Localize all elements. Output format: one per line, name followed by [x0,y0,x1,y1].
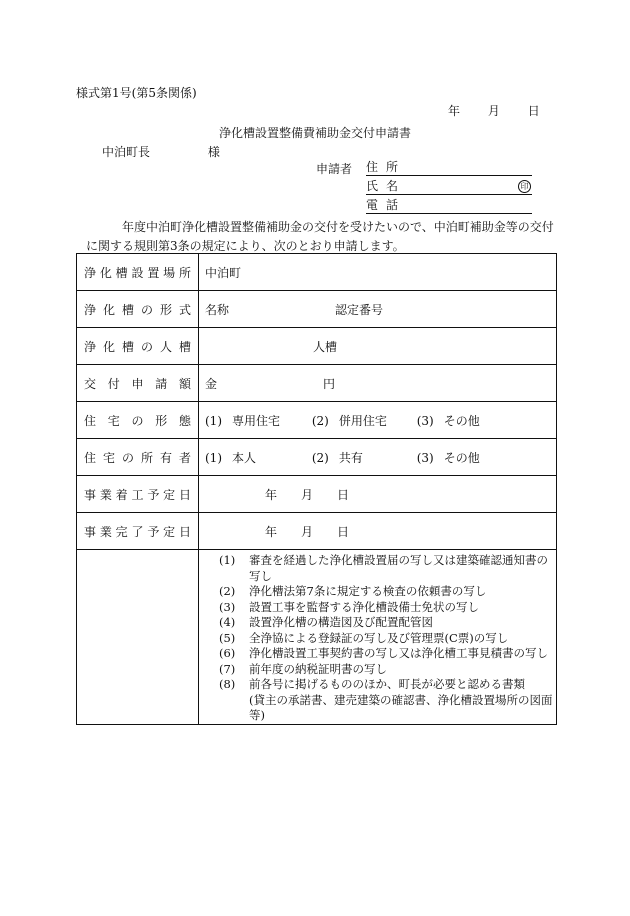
document-title: 浄化槽設置整備費補助金交付申請書 [218,126,411,140]
capacity-value[interactable] [199,328,557,365]
owner-options [199,439,557,476]
attachment-text: 設置工事を監督する浄化槽設備士免状の写し [249,599,479,614]
start-date-value[interactable] [199,476,557,513]
housing-options [199,402,557,439]
row-label-finish-date: 事業完了予定日 [77,513,199,550]
attachment-text: 前各号に掲げるもののほか、町長が必要と認める書類 [249,677,525,691]
attachment-text: 浄化槽設置工事契約書の写し又は浄化槽工事見積書の写し [249,646,548,660]
intro-paragraph [86,218,556,256]
attachment-number: (4) [219,615,236,629]
owner-option-1[interactable] [205,451,256,465]
attachment-text: 前年度の納税証明書の写し [249,661,387,676]
row-tank-type [77,291,557,328]
row-finish-date [77,513,557,550]
attachment-text: 設置浄化槽の構造図及び配置配管図 [249,615,433,629]
applicant-address-field[interactable] [366,158,532,176]
attachment-item [219,553,556,584]
option-text: その他 [443,413,480,428]
row-owner [77,439,557,476]
seal-icon: 印 [518,180,531,193]
row-label-start-date: 事業着工予定日 [77,476,199,513]
attachment-number: (5) [219,630,236,645]
form-number-label: 様式第1号(第5条関係) [76,86,197,100]
attachment-text: 浄化槽法第7条に規定する検査の依頼書の写し [249,584,487,598]
attachment-text: 審査を経過した浄化槽設置届の写し又は建築確認通知書の写し [249,553,548,583]
amount-unit: 円 [323,376,336,391]
application-date [448,102,540,119]
amount-value[interactable] [199,365,557,402]
option-text: 専用住宅 [232,413,281,428]
row-label-capacity: 浄化槽の人槽 [77,328,199,365]
row-start-date [77,476,557,513]
date-day-label: 日 [527,104,540,118]
row-location [77,254,557,291]
start-year-label: 年 [265,487,278,502]
address-label: 住所 [366,160,407,174]
cert-number-label: 認定番号 [335,302,384,317]
addressee-honorific: 様 [207,145,220,159]
option-number: (1) [205,413,222,428]
location-value[interactable]: 中泊町 [199,254,557,291]
attachment-item [219,615,556,631]
owner-option-2[interactable] [312,451,363,465]
row-housing [77,402,557,439]
attachments-cell [199,550,557,725]
attachment-number: (3) [219,599,236,614]
row-label-tank-type: 浄化槽の形式 [77,291,199,328]
attachment-item [219,584,556,600]
attachment-number: (8) [219,677,236,691]
intro-text: 年度中泊町浄化槽設置整備補助金の交付を受けたいので、中泊町補助金等の交付に関する規則第3条の規定により、次のとおり申請します。 [86,220,554,253]
finish-year-label: 年 [265,524,278,539]
addressee [102,143,220,160]
attachments-blank-cell [77,550,199,725]
date-month-label: 月 [487,104,500,118]
housing-option-1[interactable] [205,414,280,428]
option-text: 本人 [232,450,257,465]
row-label-owner: 住宅の所有者 [77,439,199,476]
attachment-note: (貸主の承諾書、建売建築の確認書、浄化槽設置場所の図面等) [249,692,553,722]
finish-month-label: 月 [301,524,314,539]
row-label-amount: 交付申請額 [77,365,199,402]
start-day-label: 日 [337,487,350,502]
tank-name-label: 名称 [205,302,230,317]
attachment-number: (7) [219,661,236,676]
amount-prefix: 金 [205,376,218,391]
start-month-label: 月 [301,487,314,502]
option-text: 共有 [338,450,363,465]
attachment-number: (1) [219,553,236,567]
attachment-item [219,662,556,678]
attachment-number: (6) [219,646,236,660]
attachment-item [219,677,556,693]
addressee-name: 中泊町長 [102,145,151,159]
attachment-item [219,631,556,647]
option-number: (3) [416,450,434,465]
name-label: 氏名 [366,179,407,193]
option-number: (2) [311,413,329,428]
option-number: (3) [416,413,434,428]
owner-option-3[interactable] [417,451,480,465]
capacity-unit: 人槽 [313,339,338,354]
attachment-item [219,600,556,616]
option-number: (1) [205,450,222,465]
option-number: (2) [311,450,329,465]
attachment-list [199,553,556,724]
application-table [76,253,557,725]
housing-option-3[interactable] [417,414,480,428]
attachment-text: 全浄協による登録証の写し及び管理票(C票)の写し [249,630,509,645]
option-text: 併用住宅 [338,413,387,428]
applicant-phone-field[interactable] [366,196,532,214]
finish-day-label: 日 [337,524,350,539]
housing-option-2[interactable] [312,414,387,428]
attachment-number: (2) [219,584,236,598]
row-attachments [77,550,557,725]
applicant-name-field[interactable] [366,177,532,195]
row-label-housing: 住宅の形態 [77,402,199,439]
attachment-item [219,646,556,662]
option-text: その他 [443,450,480,465]
row-capacity [77,328,557,365]
tank-type-value[interactable] [199,291,557,328]
row-amount [77,365,557,402]
row-label-location: 浄化槽設置場所 [77,254,199,291]
finish-date-value[interactable] [199,513,557,550]
date-year-label: 年 [448,104,461,118]
applicant-label: 申請者 [316,162,353,176]
phone-label: 電話 [366,198,407,212]
